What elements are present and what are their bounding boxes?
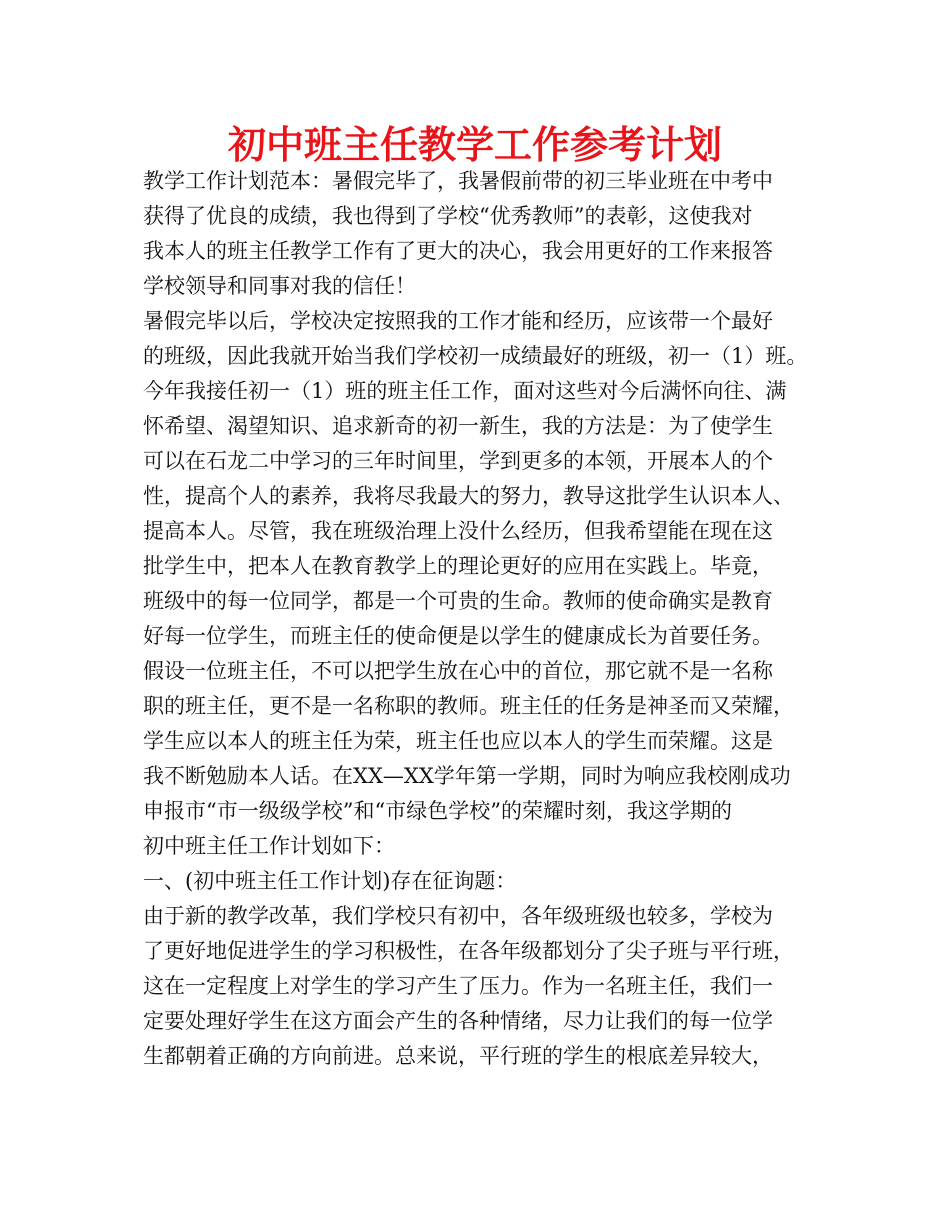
text-line: 我本人的班主任教学工作有了更大的决心，我会用更好的工作来报答 xyxy=(143,239,773,263)
document-title: 初中班主任教学工作参考计划 xyxy=(227,122,722,167)
text-line: 班级中的每一位同学，都是一个可贵的生命。教师的使命确实是教育 xyxy=(143,589,773,613)
text-line: 教学工作计划范本：暑假完毕了，我暑假前带的初三毕业班在中考中 xyxy=(143,169,773,193)
text-line: 批学生中，把本人在教育教学上的理论更好的应用在实践上。毕竟， xyxy=(143,554,773,578)
text-line: 提高本人。尽管，我在班级治理上没什么经历，但我希望能在现在这 xyxy=(143,519,773,543)
text-line: 性，提高个人的素养，我将尽我最大的努力，教导这批学生认识本人、 xyxy=(143,484,794,508)
document-body xyxy=(143,164,823,1074)
text-line: 一、(初中班主任工作计划)存在征询题： xyxy=(143,869,517,893)
text-line: 暑假完毕以后，学校决定按照我的工作才能和经历，应该带一个最好 xyxy=(143,309,773,333)
text-line: 假设一位班主任，不可以把学生放在心中的首位，那它就不是一名称 xyxy=(143,659,773,683)
text-line: 怀希望、渴望知识、追求新奇的初一新生，我的方法是：为了使学生 xyxy=(143,414,773,438)
text-line: 的班级，因此我就开始当我们学校初一成绩最好的班级，初一（1）班。 xyxy=(143,344,808,368)
text-line: 学生应以本人的班主任为荣，班主任也应以本人的学生而荣耀。这是 xyxy=(143,729,773,753)
text-line: 获得了优良的成绩，我也得到了学校“优秀教师”的表彰，这使我对 xyxy=(143,204,753,228)
text-line: 学校领导和同事对我的信任！ xyxy=(143,274,416,298)
text-line: 了更好地促进学生的学习积极性，在各年级都划分了尖子班与平行班， xyxy=(143,939,794,963)
text-line: 职的班主任，更不是一名称职的教师。班主任的任务是神圣而又荣耀， xyxy=(143,694,794,718)
text-line: 好每一位学生，而班主任的使命便是以学生的健康成长为首要任务。 xyxy=(143,624,773,648)
text-line: 今年我接任初一（1）班的班主任工作，面对这些对今后满怀向往、满 xyxy=(143,379,787,403)
text-line: 由于新的教学改革，我们学校只有初中，各年级班级也较多，学校为 xyxy=(143,904,773,928)
text-line: 初中班主任工作计划如下： xyxy=(143,834,395,858)
text-line: 这在一定程度上对学生的学习产生了压力。作为一名班主任，我们一 xyxy=(143,974,773,998)
text-line: 生都朝着正确的方向前进。总来说，平行班的学生的根底差异较大， xyxy=(143,1044,773,1068)
text-line: 定要处理好学生在这方面会产生的各种情绪，尽力让我们的每一位学 xyxy=(143,1009,773,1033)
text-line: 申报市“市一级级学校”和“市绿色学校”的荣耀时刻，我这学期的 xyxy=(143,799,732,823)
text-line: 我不断勉励本人话。在XX—XX学年第一学期，同时为响应我校刚成功 xyxy=(143,764,791,788)
text-line: 可以在石龙二中学习的三年时间里，学到更多的本领，开展本人的个 xyxy=(143,449,773,473)
